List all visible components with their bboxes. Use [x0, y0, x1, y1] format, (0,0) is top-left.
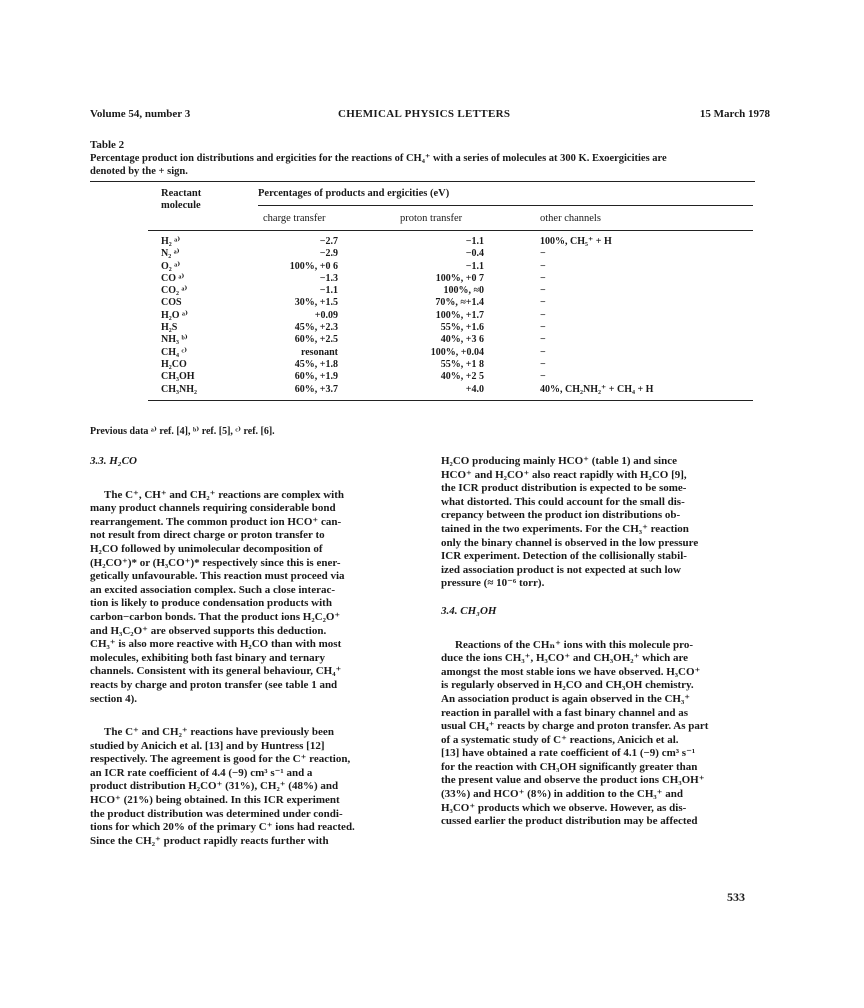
text-line: tained in the two experiments. For the CH₃⁺ reaction — [441, 522, 689, 535]
text-line: usual CH₄⁺ reacts by charge and proton transfer. As part — [441, 720, 709, 733]
text-line: channels. Consistent with its general behaviour, CH₄⁺ — [90, 665, 342, 678]
text-line: section 4). — [90, 692, 138, 705]
proton-transfer-cell: 100%, +1.7 — [435, 309, 484, 321]
molecule-cell: H₂ ᵃ⁾ — [161, 236, 181, 247]
molecule-cell: CH₃OH — [161, 371, 195, 383]
text-line: respectively. The agreement is good for the C⁺ reaction, — [90, 753, 351, 766]
reactant-header-line: molecule — [161, 200, 201, 211]
molecule-cell: CH₃NH₂ — [161, 383, 197, 395]
proton-transfer-cell: 55%, +1 8 — [440, 358, 484, 370]
other-channels-cell: − — [540, 297, 546, 309]
molecule-cell: CO₂ ᵃ⁾ — [161, 285, 188, 297]
molecule-cell: COS — [161, 297, 182, 309]
header-bottom-rule — [148, 230, 753, 231]
charge-transfer-cell: −2.9 — [319, 248, 338, 260]
group-header-rule — [258, 205, 753, 206]
charge-transfer-cell: 45%, +2.3 — [294, 322, 338, 334]
text-line: tion is likely to produce condensation products with — [90, 597, 332, 610]
text-line: ICR experiment. Detection of the collisionally stabil- — [441, 550, 687, 563]
charge-transfer-cell: 30%, +1.5 — [294, 297, 338, 309]
section-heading-ch3oh: 3.4. CH₃OH — [441, 604, 497, 617]
text-line: carbon−carbon bonds. That the product ions H₂C₂O⁺ — [90, 610, 341, 623]
molecule-cell: H₂S — [161, 322, 178, 334]
text-line: product distribution H₂CO⁺ (31%), CH₂⁺ (48%) and — [90, 780, 339, 793]
other-channels-cell: − — [540, 248, 546, 260]
charge-transfer-cell: 100%, +0 6 — [289, 260, 338, 272]
group-header: Percentages of products and ergicities (eV) — [258, 188, 450, 199]
text-line: Since the CH₂⁺ product rapidly reacts further with — [90, 834, 329, 847]
charge-transfer-cell: 60%, +1.9 — [294, 371, 338, 383]
other-channels-cell: − — [540, 334, 546, 346]
text-line: an excited association complex. Such a close interac- — [90, 583, 336, 596]
other-channels-cell: − — [540, 260, 546, 272]
text-line: cussed earlier the product distribution may be affected — [441, 815, 698, 828]
proton-transfer-cell: −1.1 — [465, 236, 484, 247]
other-channels-cell: − — [540, 346, 546, 358]
table-top-rule — [90, 181, 755, 182]
reactant-header-line: Reactant — [161, 188, 202, 199]
other-channels-cell: − — [540, 272, 546, 284]
table-label: Table 2 — [90, 139, 125, 151]
charge-transfer-cell: resonant — [300, 346, 338, 358]
other-channels-column — [540, 236, 730, 396]
text-line: amongst the most stable ions we have observed. H₃CO⁺ — [441, 665, 701, 678]
text-line: of a systematic study of C⁺ reactions, Anicich et al. — [441, 733, 679, 746]
text-line: HCO⁺ (21%) being obtained. In this ICR experiment — [90, 794, 340, 807]
text-line: H₃CO⁺ products which we observe. However, as dis- — [441, 801, 687, 814]
charge-transfer-header: charge transfer — [263, 213, 326, 224]
text-line: An association product is again observed in the CH₃⁺ — [441, 692, 691, 705]
text-line: and H₃C₂O⁺ are observed supports this deduction. — [90, 624, 327, 637]
text-line: The C⁺ and CH₂⁺ reactions have previously been — [104, 726, 334, 739]
text-line: duce the ions CH₃⁺, H₃CO⁺ and CH₃OH₂⁺ which are — [441, 652, 689, 665]
left-text-column — [90, 455, 408, 848]
proton-transfer-column — [400, 236, 484, 396]
other-channels-cell: − — [540, 309, 546, 321]
text-line: the present value and observe the product ions CH₃OH⁺ — [441, 774, 705, 787]
page-number: 533 — [727, 890, 745, 904]
other-channels-cell: − — [540, 371, 546, 383]
text-line: HCO⁺ and H₂CO⁺ also react rapidly with H₂CO [9], — [441, 468, 687, 481]
charge-transfer-cell: −2.7 — [319, 236, 338, 247]
molecule-cell: H₂CO — [161, 358, 187, 370]
proton-transfer-cell: −0.4 — [465, 248, 484, 260]
text-line: (33%) and HCO⁺ (8%) in addition to the CH₃⁺ and — [441, 788, 683, 801]
other-channels-cell: − — [540, 285, 546, 297]
proton-transfer-cell: +4.0 — [465, 383, 484, 395]
table-footnote: Previous data ᵃ⁾ ref. [4], ᵇ⁾ ref. [5], ᶜ⁾ ref. [6]. — [90, 426, 275, 437]
proton-transfer-cell: 100%, +0 7 — [435, 272, 484, 284]
text-line: The C⁺, CH⁺ and CH₂⁺ reactions are complex with — [104, 488, 344, 501]
text-line: reaction in parallel with a fast binary channel and as — [441, 706, 689, 719]
text-line: the product distribution was determined under condi- — [90, 807, 343, 820]
proton-transfer-cell: 55%, +1.6 — [440, 322, 484, 334]
text-line: [13] have obtained a rate coefficient of 4.1 (−9) cm³ s⁻¹ — [441, 747, 696, 760]
section-heading-h2co: 3.3. H₂CO — [90, 455, 137, 467]
right-text-column — [441, 455, 759, 829]
text-line: many product channels requiring considerable bond — [90, 502, 336, 515]
text-line: tions for which 20% of the primary C⁺ ions had reacted. — [90, 821, 355, 834]
text-line: H₂CO producing mainly HCO⁺ (table 1) and since — [441, 455, 677, 467]
charge-transfer-column — [230, 236, 338, 396]
molecule-cell: N₂ ᵃ⁾ — [161, 248, 180, 260]
table-bottom-rule — [148, 400, 753, 401]
text-line: getically unfavourable. This reaction must proceed via — [90, 570, 345, 583]
text-line: H₂CO followed by unimolecular decomposition of — [90, 542, 323, 555]
charge-transfer-cell: 60%, +2.5 — [294, 334, 338, 346]
text-line: is regularly observed in H₂CO and CH₃OH chemistry. — [441, 679, 694, 692]
charge-transfer-cell: +0.09 — [314, 309, 338, 321]
proton-transfer-cell: 70%, ≈+1.4 — [435, 297, 484, 309]
table-caption — [90, 152, 755, 178]
proton-transfer-cell: 100%, +0.04 — [430, 346, 484, 358]
molecule-cell: H₂O ᵃ⁾ — [161, 309, 188, 321]
text-line: molecules, exhibiting both fast binary and ternary — [90, 651, 325, 664]
proton-transfer-cell: 100%, ≈0 — [443, 285, 484, 297]
text-line: reacts by charge and proton transfer (see table 1 and — [90, 678, 338, 691]
text-line: pressure (≈ 10⁻⁶ torr). — [441, 577, 545, 590]
proton-transfer-cell: 40%, +2 5 — [440, 371, 484, 383]
charge-transfer-cell: −1.3 — [319, 272, 338, 284]
journal-title: CHEMICAL PHYSICS LETTERS — [338, 108, 511, 120]
text-line: not result from direct charge or proton transfer to — [90, 529, 325, 542]
other-channels-cell: 100%, CH₅⁺ + H — [540, 236, 612, 247]
text-line: Reactions of the CHₙ⁺ ions with this molecule pro- — [455, 638, 694, 651]
molecule-cell: CH₄ ᶜ⁾ — [161, 346, 188, 358]
table-caption-line: Percentage product ion distributions and ergicities for the reactions of CH₄⁺ with a series of molecules at 300 K. Exoergicities are — [90, 153, 667, 164]
other-channels-cell: − — [540, 358, 546, 370]
text-line: an ICR rate coefficient of 4.4 (−9) cm³ s⁻¹ and a — [90, 766, 313, 779]
other-channels-cell: 40%, CH₂NH₂⁺ + CH₄ + H — [540, 383, 654, 395]
text-line: only the binary channel is observed in the low pressure — [441, 536, 699, 549]
volume-label: Volume 54, number 3 — [90, 108, 191, 120]
table-caption-line: denoted by the + sign. — [90, 166, 188, 177]
other-channels-cell: − — [540, 322, 546, 334]
text-line: studied by Anicich et al. [13] and by Huntress [12] — [90, 739, 325, 752]
text-line: the ICR product distribution is expected to be some- — [441, 482, 687, 495]
charge-transfer-cell: 60%, +3.7 — [294, 383, 338, 395]
charge-transfer-cell: −1.1 — [319, 285, 338, 297]
text-line: (H₂CO⁺)* or (H₃CO⁺)* respectively since this is ener- — [90, 556, 341, 569]
text-line: ized association product is not expected at such low — [441, 563, 681, 576]
proton-transfer-cell: −1.1 — [465, 260, 484, 272]
issue-date: 15 March 1978 — [699, 108, 770, 120]
other-channels-header: other channels — [540, 213, 601, 224]
text-line: what distorted. This could account for the small dis- — [441, 495, 685, 508]
molecule-cell: O₂ ᵃ⁾ — [161, 260, 181, 272]
charge-transfer-cell: 45%, +1.8 — [294, 358, 338, 370]
text-line: CH₃⁺ is also more reactive with H₂CO than with most — [90, 638, 342, 651]
proton-transfer-header: proton transfer — [400, 213, 463, 224]
molecule-cell: NH₃ ᵇ⁾ — [161, 334, 188, 346]
text-line: crepancy between the product ion distributions ob- — [441, 509, 681, 522]
reactant-header — [161, 188, 201, 212]
running-header — [90, 108, 770, 124]
molecule-cell: CO ᵃ⁾ — [161, 272, 185, 284]
text-line: for the reaction with CH₃OH significantly greater than — [441, 760, 698, 773]
proton-transfer-cell: 40%, +3 6 — [440, 334, 484, 346]
text-line: rearrangement. The common product ion HCO⁺ can- — [90, 515, 342, 528]
